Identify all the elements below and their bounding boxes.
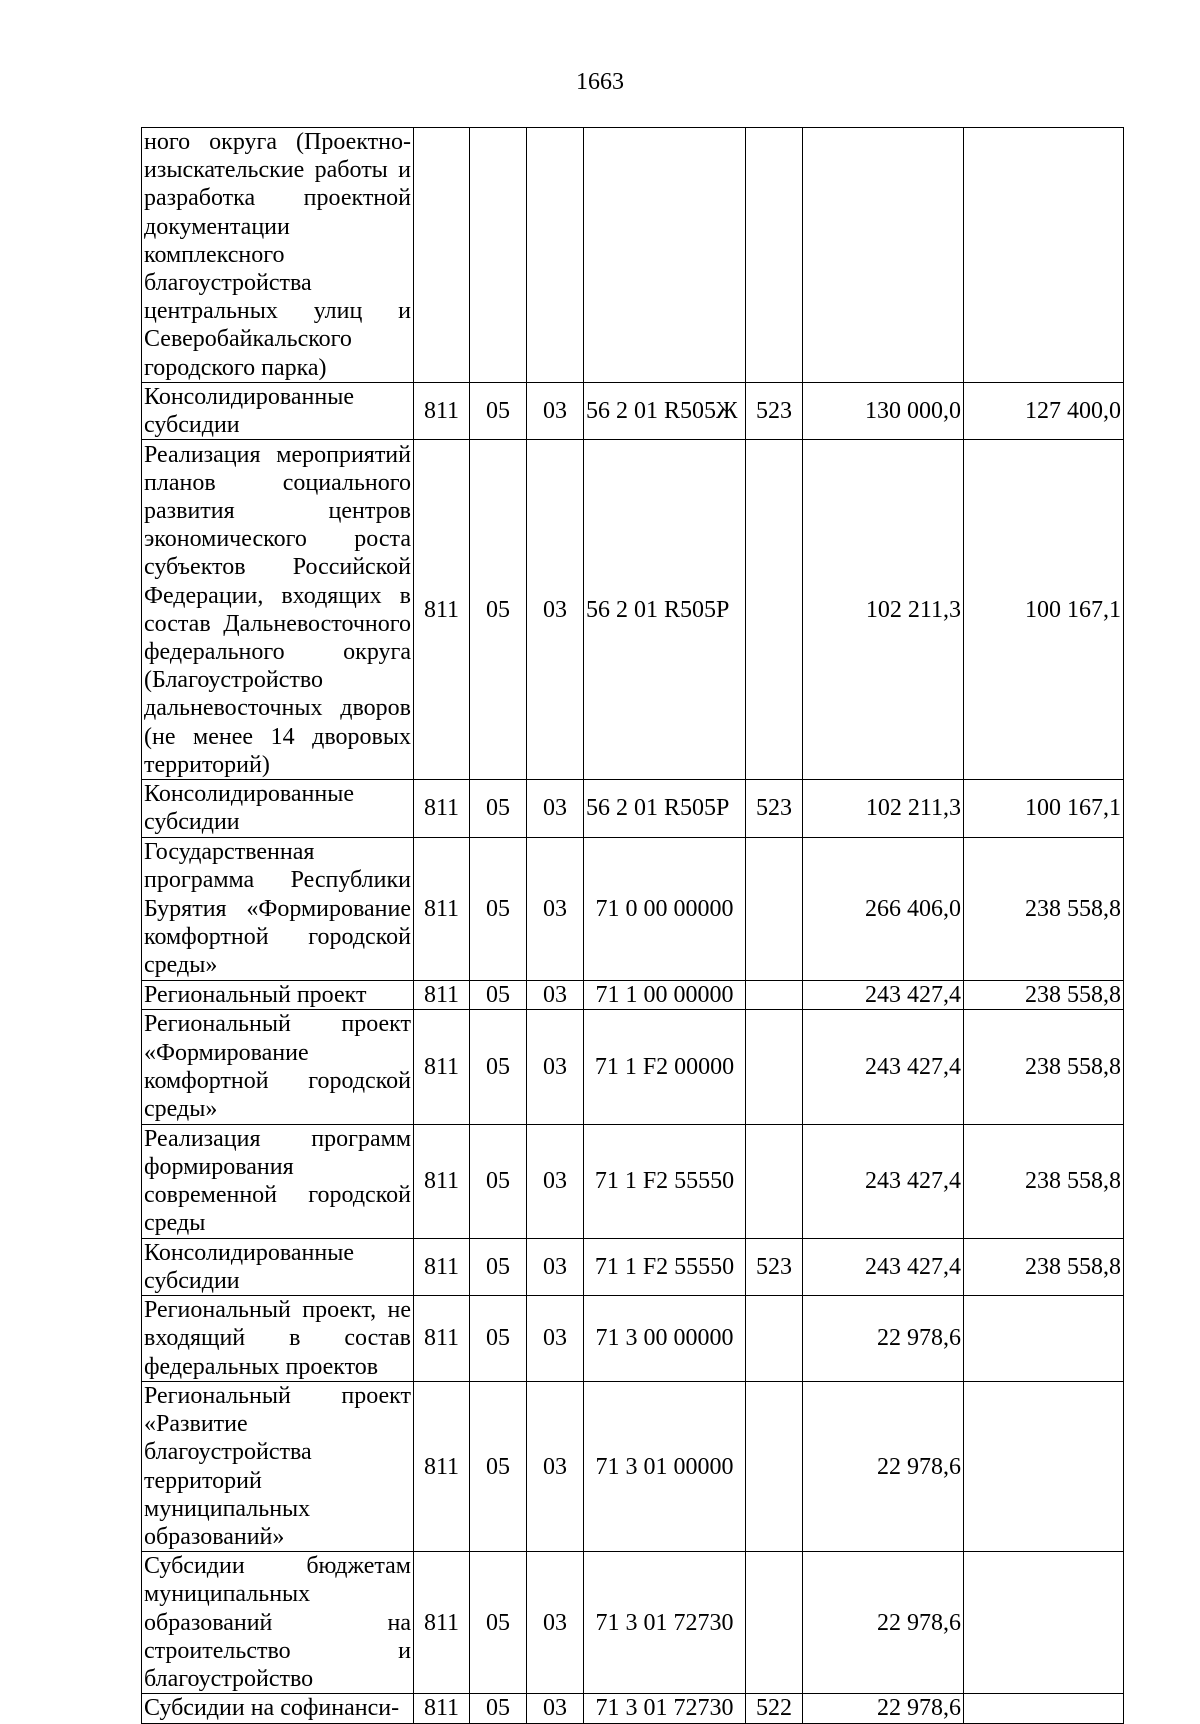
row-gr: 811 <box>414 1552 470 1694</box>
row-sum-1: 243 427,4 <box>803 1009 964 1124</box>
row-vr <box>746 440 803 780</box>
row-sum-2 <box>964 1382 1124 1552</box>
row-pr: 03 <box>527 1382 584 1552</box>
row-sum-1: 243 427,4 <box>803 1124 964 1238</box>
row-name: Региональный проект, не входящий в состав федеральных проектов <box>142 1296 414 1382</box>
table-row <box>142 1296 1124 1382</box>
row-vr <box>746 1009 803 1124</box>
row-gr: 811 <box>414 837 470 980</box>
table-row <box>142 837 1124 980</box>
row-csr: 71 1 F2 55550 <box>584 1238 746 1295</box>
row-sum-2 <box>964 1694 1124 1723</box>
row-vr: 523 <box>746 382 803 439</box>
row-gr: 811 <box>414 1009 470 1124</box>
table-row <box>142 1552 1124 1694</box>
row-sum-2 <box>964 128 1124 383</box>
row-rz: 05 <box>470 1694 527 1723</box>
row-vr <box>746 980 803 1009</box>
row-gr: 811 <box>414 1382 470 1552</box>
row-sum-1: 102 211,3 <box>803 440 964 780</box>
row-name: Государственная программа Республики Бурятия «Формирование комфортной городской среды» <box>142 837 414 980</box>
row-sum-1: 102 211,3 <box>803 780 964 837</box>
row-name: ного округа (Проектно-изыскательские работы и разработка проектной документации комплексного благоустройства центральных улиц и Северобайкальского городского парка) <box>142 128 414 383</box>
row-pr: 03 <box>527 1009 584 1124</box>
row-rz: 05 <box>470 1238 527 1295</box>
row-csr: 71 3 01 00000 <box>584 1382 746 1552</box>
row-vr: 522 <box>746 1694 803 1723</box>
row-csr: 56 2 01 R505Ж <box>584 382 746 439</box>
row-csr: 71 1 00 00000 <box>584 980 746 1009</box>
row-name: Субсидии на софинанси- <box>142 1694 414 1723</box>
row-sum-1: 22 978,6 <box>803 1552 964 1694</box>
table-row <box>142 128 1124 383</box>
row-csr: 56 2 01 R505Р <box>584 780 746 837</box>
table-row <box>142 1009 1124 1124</box>
row-rz: 05 <box>470 1552 527 1694</box>
row-gr: 811 <box>414 382 470 439</box>
row-csr: 71 3 00 00000 <box>584 1296 746 1382</box>
row-rz: 05 <box>470 780 527 837</box>
row-vr <box>746 837 803 980</box>
row-sum-1: 243 427,4 <box>803 1238 964 1295</box>
row-sum-1: 266 406,0 <box>803 837 964 980</box>
row-gr: 811 <box>414 1296 470 1382</box>
row-sum-2 <box>964 1552 1124 1694</box>
row-vr <box>746 128 803 383</box>
row-rz: 05 <box>470 980 527 1009</box>
row-rz: 05 <box>470 1124 527 1238</box>
row-sum-1: 22 978,6 <box>803 1382 964 1552</box>
row-name: Реализация программ формирования современной городской среды <box>142 1124 414 1238</box>
row-vr <box>746 1382 803 1552</box>
row-gr: 811 <box>414 1124 470 1238</box>
row-rz: 05 <box>470 1009 527 1124</box>
row-sum-2: 238 558,8 <box>964 1124 1124 1238</box>
table-row <box>142 1382 1124 1552</box>
row-vr <box>746 1552 803 1694</box>
row-name: Консолидированные субсидии <box>142 780 414 837</box>
row-sum-2: 100 167,1 <box>964 780 1124 837</box>
row-sum-2: 127 400,0 <box>964 382 1124 439</box>
row-pr: 03 <box>527 780 584 837</box>
row-pr: 03 <box>527 1238 584 1295</box>
row-pr: 03 <box>527 1552 584 1694</box>
table-row <box>142 440 1124 780</box>
row-pr: 03 <box>527 1296 584 1382</box>
row-sum-1 <box>803 128 964 383</box>
row-vr: 523 <box>746 1238 803 1295</box>
row-csr: 71 1 F2 55550 <box>584 1124 746 1238</box>
row-gr: 811 <box>414 780 470 837</box>
page-number: 1663 <box>576 69 624 95</box>
budget-table <box>141 127 1124 1724</box>
row-name: Региональный проект <box>142 980 414 1009</box>
row-vr: 523 <box>746 780 803 837</box>
row-rz <box>470 128 527 383</box>
row-gr: 811 <box>414 1238 470 1295</box>
table-row <box>142 382 1124 439</box>
row-vr <box>746 1296 803 1382</box>
row-csr: 71 3 01 72730 <box>584 1552 746 1694</box>
row-pr: 03 <box>527 980 584 1009</box>
row-gr: 811 <box>414 440 470 780</box>
row-sum-2: 238 558,8 <box>964 980 1124 1009</box>
row-gr: 811 <box>414 980 470 1009</box>
table-row <box>142 1694 1124 1723</box>
row-sum-1: 243 427,4 <box>803 980 964 1009</box>
row-name: Региональный проект «Формирование комфортной городской среды» <box>142 1009 414 1124</box>
row-name: Субсидии бюджетам муниципальных образований на строительство и благоустройство <box>142 1552 414 1694</box>
row-sum-2: 100 167,1 <box>964 440 1124 780</box>
row-pr: 03 <box>527 837 584 980</box>
row-gr: 811 <box>414 1694 470 1723</box>
row-name: Консолидированные субсидии <box>142 1238 414 1295</box>
row-name: Консолидированные субсидии <box>142 382 414 439</box>
row-csr: 71 0 00 00000 <box>584 837 746 980</box>
row-rz: 05 <box>470 1382 527 1552</box>
table-row <box>142 780 1124 837</box>
row-pr: 03 <box>527 440 584 780</box>
row-sum-1: 130 000,0 <box>803 382 964 439</box>
row-gr <box>414 128 470 383</box>
table-row <box>142 980 1124 1009</box>
row-vr <box>746 1124 803 1238</box>
row-pr <box>527 128 584 383</box>
row-sum-1: 22 978,6 <box>803 1694 964 1723</box>
row-name: Реализация мероприятий планов социального развития центров экономического роста субъектов Российской Федерации, входящих в состав Дальневосточного федерального округа (Благоустройство дальневосточных дворов (не менее 14 дворовых территорий) <box>142 440 414 780</box>
row-csr <box>584 128 746 383</box>
row-name: Региональный проект «Развитие благоустройства территорий муниципальных образований» <box>142 1382 414 1552</box>
row-pr: 03 <box>527 1694 584 1723</box>
row-rz: 05 <box>470 1296 527 1382</box>
row-csr: 71 3 01 72730 <box>584 1694 746 1723</box>
table-row <box>142 1238 1124 1295</box>
row-csr: 71 1 F2 00000 <box>584 1009 746 1124</box>
row-sum-2: 238 558,8 <box>964 1009 1124 1124</box>
row-pr: 03 <box>527 382 584 439</box>
row-csr: 56 2 01 R505Р <box>584 440 746 780</box>
row-sum-2 <box>964 1296 1124 1382</box>
row-sum-1: 22 978,6 <box>803 1296 964 1382</box>
row-sum-2: 238 558,8 <box>964 1238 1124 1295</box>
table-row <box>142 1124 1124 1238</box>
row-rz: 05 <box>470 382 527 439</box>
row-rz: 05 <box>470 440 527 780</box>
row-rz: 05 <box>470 837 527 980</box>
row-sum-2: 238 558,8 <box>964 837 1124 980</box>
row-pr: 03 <box>527 1124 584 1238</box>
